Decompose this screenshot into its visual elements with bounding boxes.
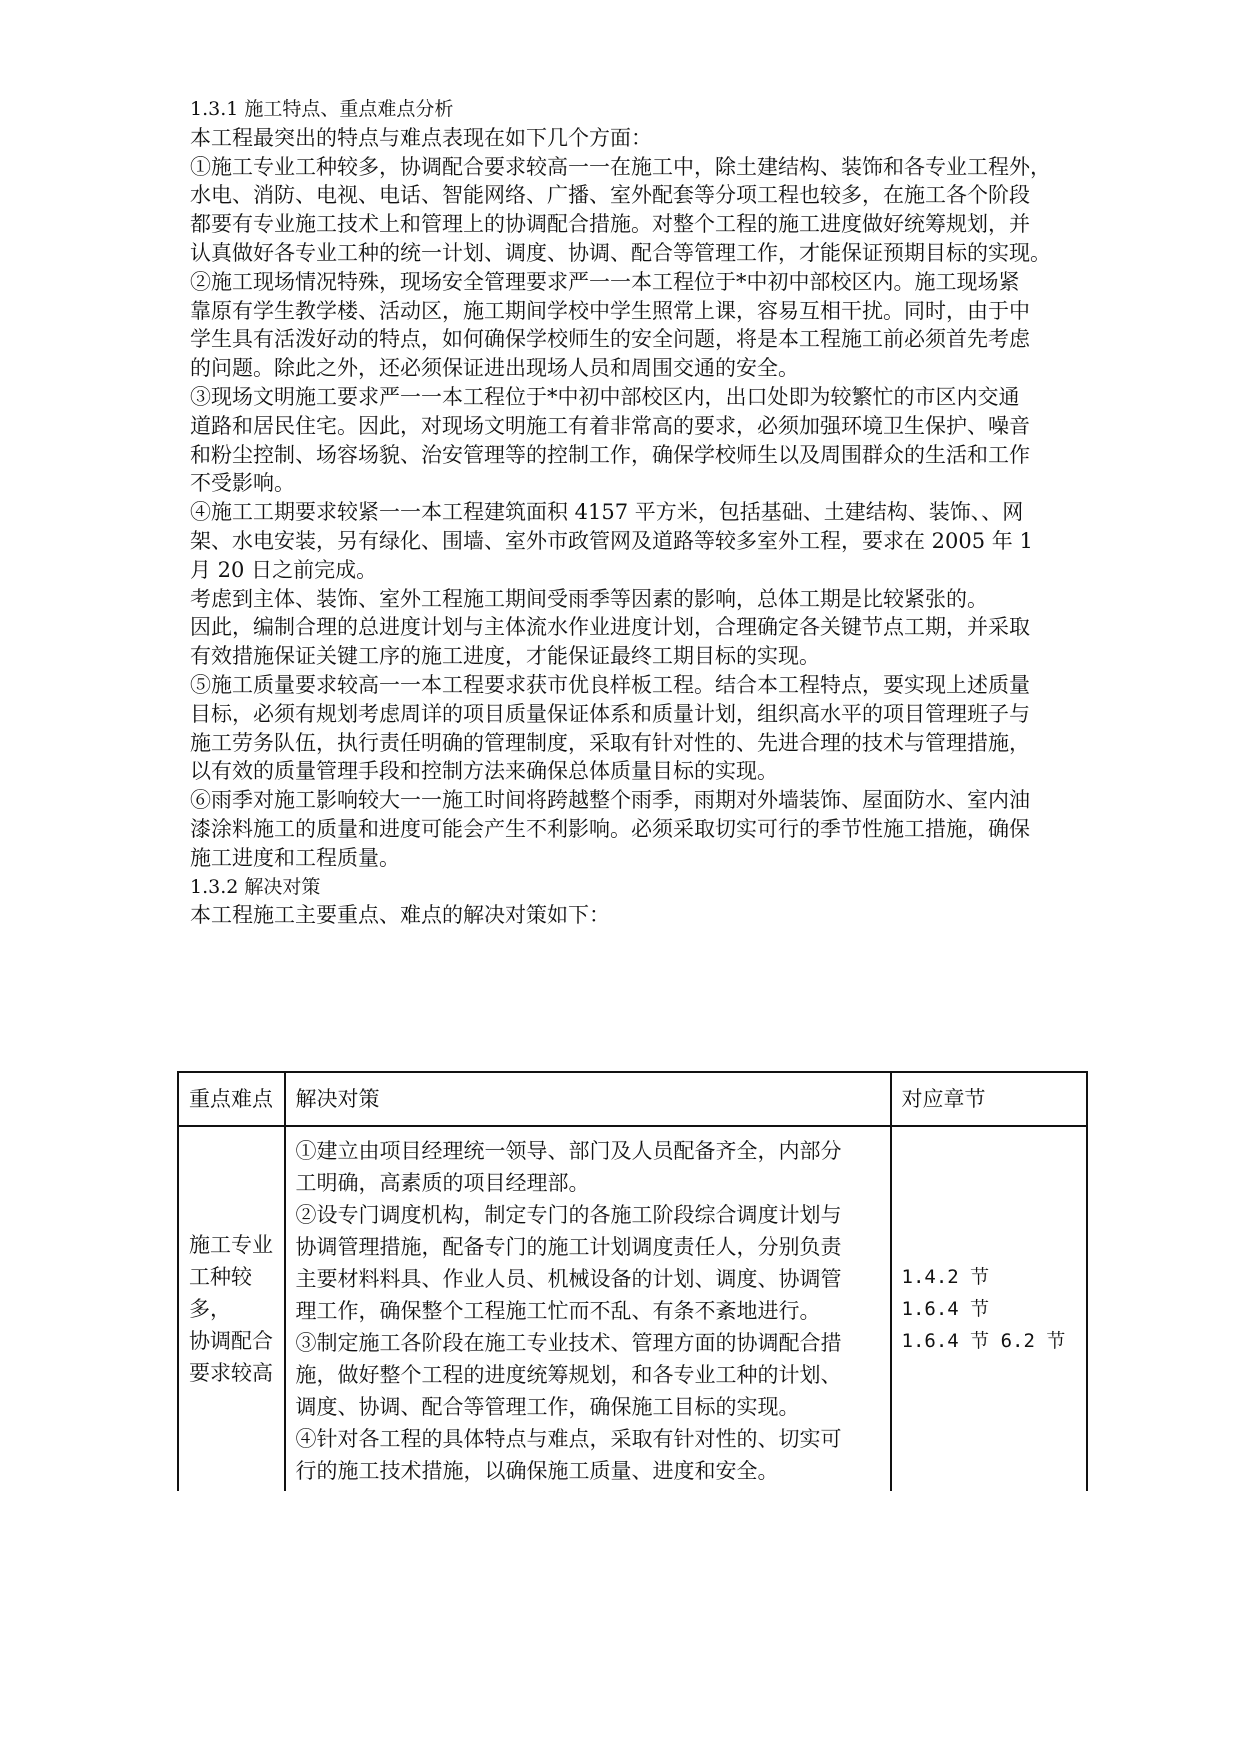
body-text-line: 架、水电安装，另有绿化、围墙、室外市政管网及道路等较多室外工程，要求在 2005 年 1 [190,528,1033,553]
body-text-line: ④施工工期要求较紧一一本工程建筑面积 4157 平方米，包括基础、土建结构、装饰、、网 [190,500,1024,525]
solution-line: 理工作，确保整个工程施工忙而不乱、有条不紊地进行。 [295,1299,821,1323]
body-text-line: ②施工现场情况特殊，现场安全管理要求严一一本工程位于*中初中部校区内。施工现场紧 [190,269,1020,294]
body-text-line: 考虑到主体、装饰、室外工程施工期间受雨季等因素的影响，总体工期是比较紧张的。 [190,586,988,611]
body-text-line: 因此，编制合理的总进度计划与主体流水作业进度计划，合理确定各关键节点工期，并采取 [190,615,1030,640]
body-text-line: ③现场文明施工要求严一一本工程位于*中初中部校区内，出口处即为较繁忙的市区内交通 [190,384,1020,409]
section-heading-1-3-1: 1.3.1 施工特点、重点难点分析 [190,98,454,120]
header-solution: 解决对策 [285,1072,891,1126]
body-text-line: 的问题。除此之外，还必须保证进出现场人员和周围交通的安全。 [190,356,799,381]
chapter-ref: 1.6.4 节 6.2 节 [901,1330,1066,1352]
body-text-line: 和粉尘控制、场容场貌、治安管理等的控制工作，确保学校师生以及周围群众的生活和工作 [190,442,1030,467]
body-text-line: 施工进度和工程质量。 [190,845,400,870]
header-chapter: 对应章节 [891,1072,1088,1126]
solution-line: 工明确，高素质的项目经理部。 [295,1171,590,1195]
solution-line: ①建立由项目经理统一领导、部门及人员配备齐全，内部分 [295,1139,842,1163]
solution-line: 调度、协调、配合等管理工作，确保施工目标的实现。 [295,1395,800,1419]
difficulty-line: 要求较高 [189,1361,273,1385]
body-text-line: 施工劳务队伍，执行责任明确的管理制度，采取有针对性的、先进合理的技术与管理措施， [190,730,1030,755]
chapter-ref: 1.4.2 节 [901,1266,990,1288]
difficulty-line: 工种较多， [189,1265,252,1321]
solution-line: 行的施工技术措施，以确保施工质量、进度和安全。 [295,1459,779,1483]
body-text-line: 月 20 日之前完成。 [190,557,378,582]
header-difficulty: 重点难点 [178,1072,285,1126]
solution-line: 协调管理措施，配备专门的施工计划调度责任人，分别负责 [295,1235,842,1259]
chapter-cell [891,1126,1088,1491]
section-1-3-1-body [190,124,1090,873]
section-heading-1-3-2: 1.3.2 解决对策 [190,875,321,898]
body-text-line: 道路和居民住宅。因此，对现场文明施工有着非常高的要求，必须加强环境卫生保护、噪音 [190,413,1030,438]
solution-line: ④针对各工程的具体特点与难点，采取有针对性的、切实可 [295,1427,842,1451]
solution-cell [285,1126,891,1491]
body-text-line: ⑤施工质量要求较高一一本工程要求获市优良样板工程。结合本工程特点，要实现上述质量 [190,672,1030,697]
solutions-table [177,1071,1088,1491]
solution-line: ③制定施工各阶段在施工专业技术、管理方面的协调配合措 [295,1331,842,1355]
body-text-line: 不受影响。 [190,471,295,496]
difficulty-line: 施工专业 [189,1233,273,1257]
body-text-line: 都要有专业施工技术上和管理上的协调配合措施。对整个工程的施工进度做好统筹规划，并 [190,212,1030,237]
body-text-line: 水电、消防、电视、电话、智能网络、广播、室外配套等分项工程也较多，在施工各个阶段 [190,183,1030,208]
chapter-ref: 1.6.4 节 [901,1298,990,1320]
solution-line: 主要材料料具、作业人员、机械设备的计划、调度、协调管 [295,1267,842,1291]
body-text-line: ⑥雨季对施工影响较大一一施工时间将跨越整个雨季，雨期对外墙装饰、屋面防水、室内油 [190,788,1030,813]
solution-line: 施，做好整个工程的进度统筹规划，和各专业工种的计划、 [295,1363,842,1387]
body-text-line: 认真做好各专业工种的统一计划、调度、协调、配合等管理工作，才能保证预期目标的实现。 [190,240,1051,265]
body-text-line: 学生具有活泼好动的特点，如何确保学校师生的安全问题，将是本工程施工前必须首先考虑 [190,327,1030,352]
body-text-line: 本工程最突出的特点与难点表现在如下几个方面： [190,125,652,150]
difficulty-cell [178,1126,285,1491]
body-text-line: ①施工专业工种较多，协调配合要求较高一一在施工中，除土建结构、装饰和各专业工程外， [190,154,1051,179]
body-text-line: 目标，必须有规划考虑周详的项目质量保证体系和质量计划，组织高水平的项目管理班子与 [190,701,1030,726]
body-text-line: 靠原有学生教学楼、活动区，施工期间学校中学生照常上课，容易互相干扰。同时，由于中 [190,298,1030,323]
body-text-line: 漆涂料施工的质量和进度可能会产生不利影响。必须采取切实可行的季节性施工措施，确保 [190,816,1030,841]
solution-line: ②设专门调度机构，制定专门的各施工阶段综合调度计划与 [295,1203,842,1227]
document-page [190,95,1090,930]
body-text-line: 有效措施保证关键工序的施工进度，才能保证最终工期目标的实现。 [190,644,820,669]
difficulty-line: 协调配合 [189,1329,273,1353]
table-row [178,1126,1087,1491]
body-text-line: 以有效的质量管理手段和控制方法来确保总体质量目标的实现。 [190,759,778,784]
table-header-row [178,1072,1087,1126]
section-1-3-2-intro: 本工程施工主要重点、难点的解决对策如下： [190,903,610,928]
